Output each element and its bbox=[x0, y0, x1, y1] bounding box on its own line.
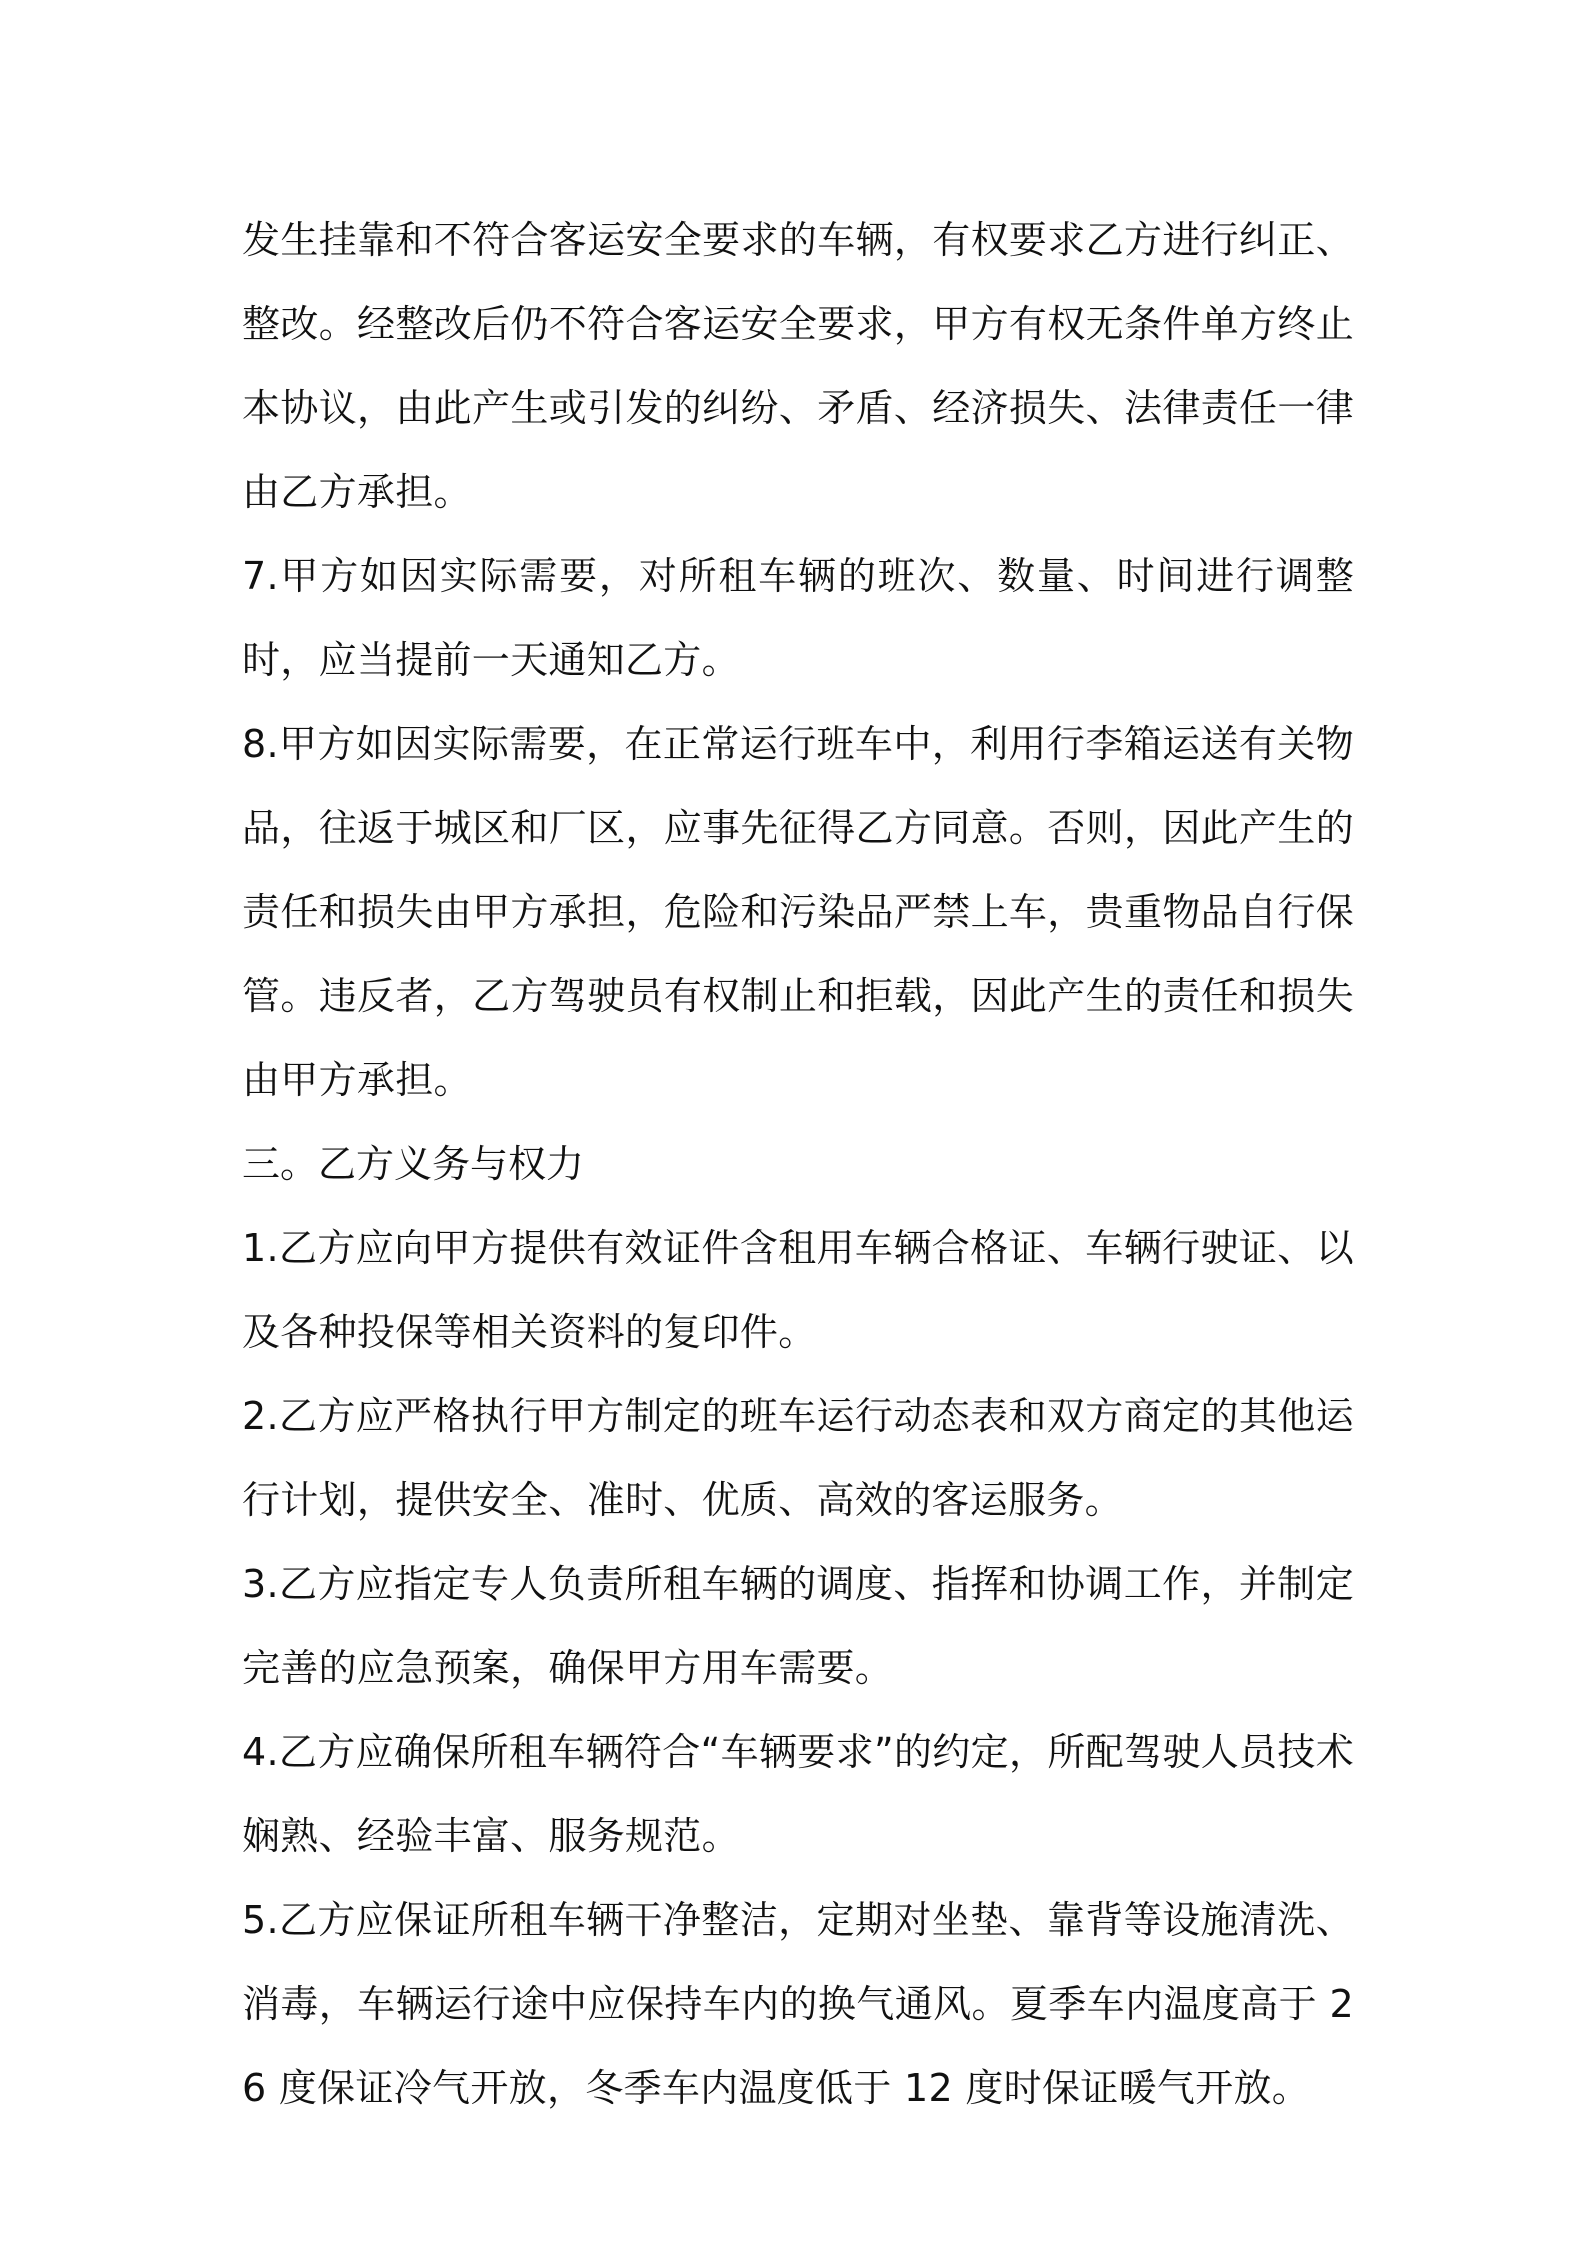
paragraph-section-item-4: 4.乙方应确保所租车辆符合“车辆要求”的约定，所配驾驶人员技术娴熟、经验丰富、服务规范。 bbox=[242, 1730, 1354, 1858]
paragraph-continuation: 发生挂靠和不符合客运安全要求的车辆，有权要求乙方进行纠正、整改。经整改后仍不符合客运安全要求，甲方有权无条件单方终止本协议，由此产生或引发的纠纷、矛盾、经济损失、法律责任一律由乙方承担。 bbox=[242, 218, 1354, 514]
paragraph-section-item-3: 3.乙方应指定专人负责所租车辆的调度、指挥和协调工作，并制定完善的应急预案，确保甲方用车需要。 bbox=[242, 1562, 1354, 1690]
paragraph-item-7: 7.甲方如因实际需要，对所租车辆的班次、数量、时间进行调整时，应当提前一天通知乙方。 bbox=[242, 554, 1354, 682]
paragraph-section-item-5: 5.乙方应保证所租车辆干净整洁，定期对坐垫、靠背等设施清洗、消毒，车辆运行途中应保持车内的换气通风。夏季车内温度高于 26 度保证冷气开放，冬季车内温度低于 12 度时保证暖气开放。 bbox=[242, 1898, 1354, 2110]
section-heading: 三。乙方义务与权力 bbox=[242, 1142, 585, 1186]
paragraph-section-item-2: 2.乙方应严格执行甲方制定的班车运行动态表和双方商定的其他运行计划，提供安全、准时、优质、高效的客运服务。 bbox=[242, 1394, 1354, 1522]
document-body bbox=[242, 198, 1354, 2130]
paragraph-section-item-1: 1.乙方应向甲方提供有效证件含租用车辆合格证、车辆行驶证、以及各种投保等相关资料的复印件。 bbox=[242, 1226, 1354, 1354]
paragraph-item-8: 8.甲方如因实际需要，在正常运行班车中，利用行李箱运送有关物品，往返于城区和厂区，应事先征得乙方同意。否则，因此产生的责任和损失由甲方承担，危险和污染品严禁上车，贵重物品自行保管。违反者，乙方驾驶员有权制止和拒载，因此产生的责任和损失由甲方承担。 bbox=[242, 722, 1354, 1102]
